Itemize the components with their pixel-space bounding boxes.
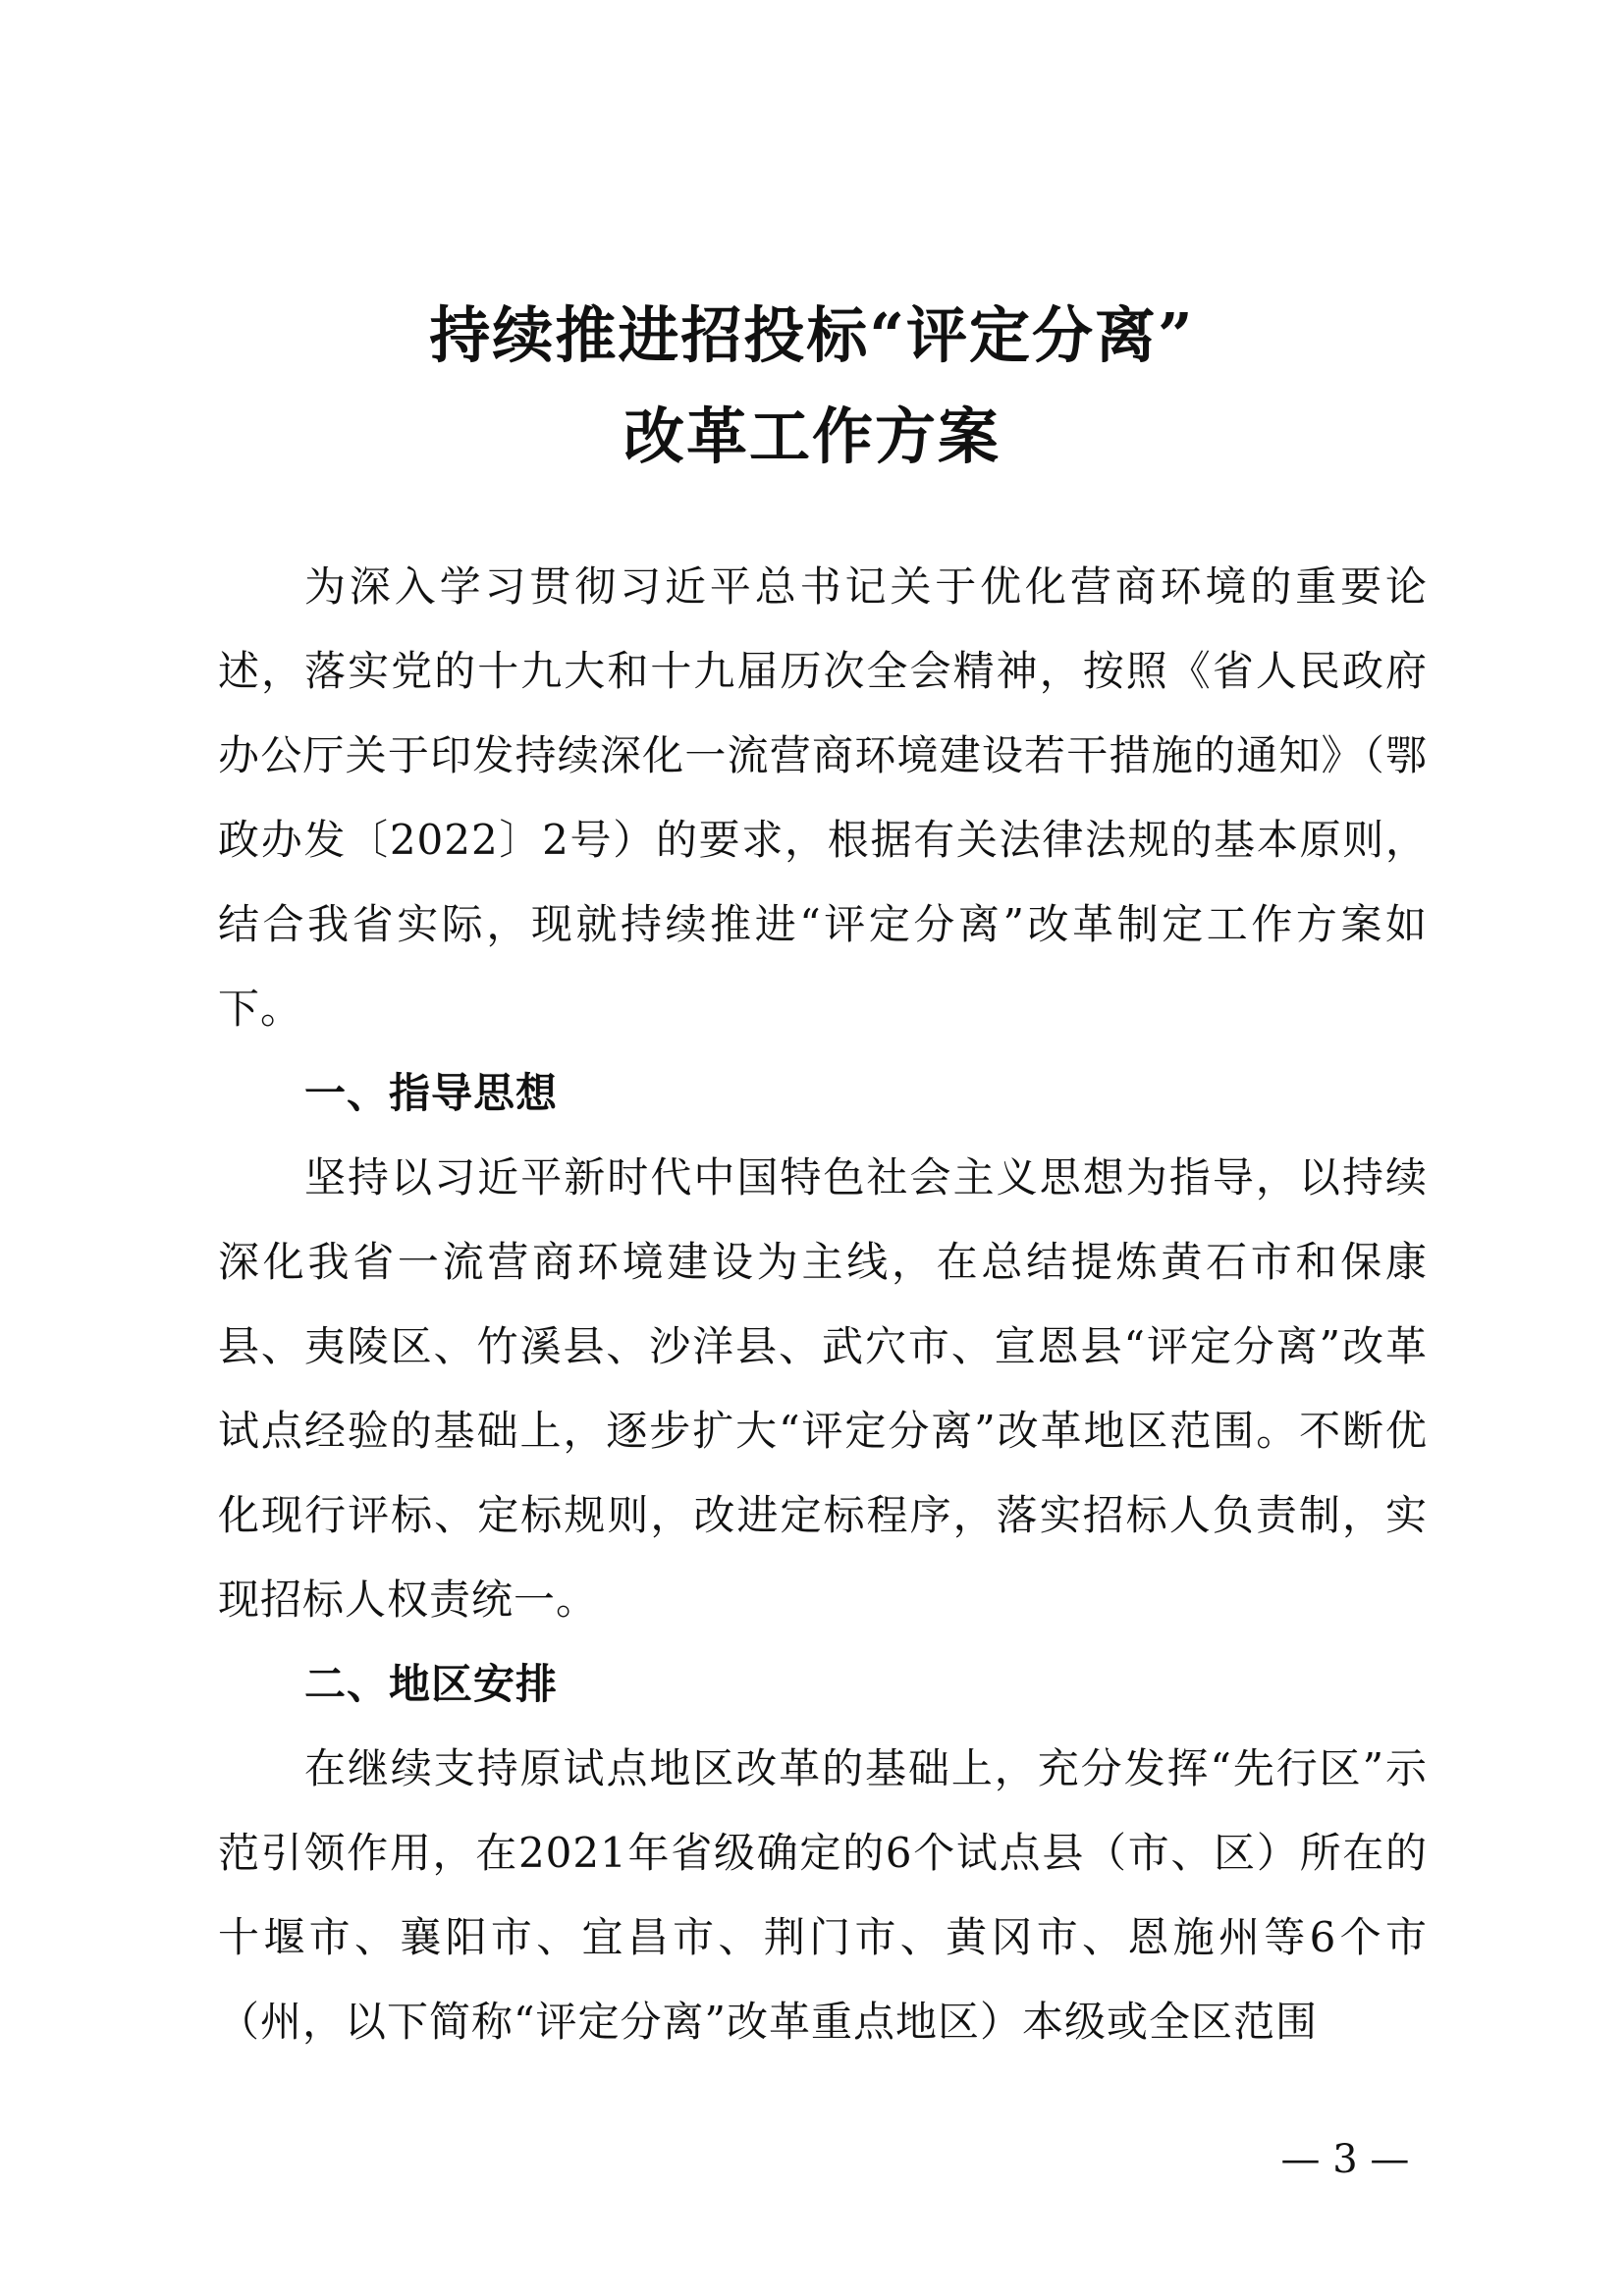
page-number: — 3 — [1280, 2137, 1410, 2182]
document-body [218, 545, 1428, 2064]
section-heading-regional-arrangement: 二、地区安排 [304, 1660, 559, 1708]
guiding-thought-paragraph: 坚持以习近平新时代中国特色社会主义思想为指导，以持续深化我省一流营商环境建设为主线，在总结提炼黄石市和保康县、夷陵区、竹溪县、沙洋县、武穴市、宣恩县“评定分离”改革试点经验的基础上，逐步扩大“评定分离”改革地区范围。不断优化现行评标、定标规则，改进定标程序，落实招标人负责制，实现招标人权责统一。 [218, 1153, 1428, 1624]
regional-arrangement-paragraph: 在继续支持原试点地区改革的基础上，充分发挥“先行区”示范引领作用，在2021年省级确定的6个试点县（市、区）所在的十堰市、襄阳市、宜昌市、荆门市、黄冈市、恩施州等6个市（州，以下简称“评定分离”改革重点地区）本级或全区范围 [218, 1744, 1428, 2046]
section-heading-guiding-thought: 一、指导思想 [304, 1069, 559, 1117]
document-title-line-1: 持续推进招投标“评定分离” [429, 299, 1195, 371]
intro-paragraph: 为深入学习贯彻习近平总书记关于优化营商环境的重要论述，落实党的十九大和十九届历次全会精神，按照《省人民政府办公厅关于印发持续深化一流营商环境建设若干措施的通知》（鄂政办发〔2022〕2号）的要求，根据有关法律法规的基本原则，结合我省实际，现就持续推进“评定分离”改革制定工作方案如下。 [218, 562, 1428, 1033]
document-title-line-2: 改革工作方案 [623, 400, 1001, 472]
